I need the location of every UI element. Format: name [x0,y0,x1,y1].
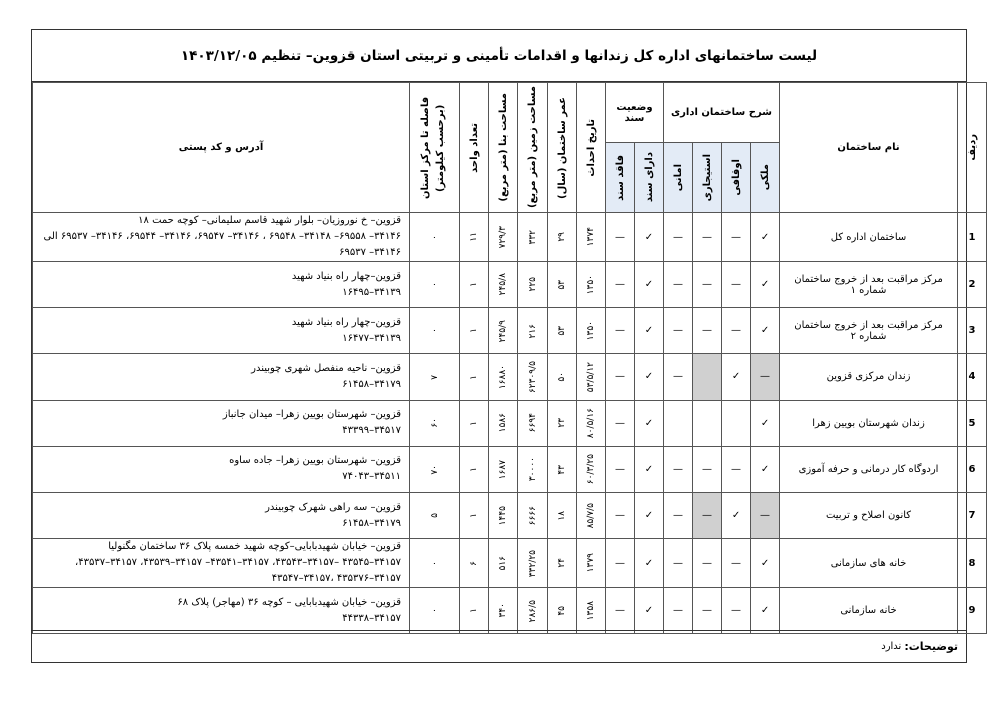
cell-endowed: — [722,588,751,634]
cell-land-area: ۲۱۶ [518,308,548,354]
header-est-date: تاریخ احداث [577,83,606,213]
postal-codes: ۳۴۱۷۹–۶۱۴۵۸ [342,378,401,390]
header-row-no: ردیف [958,83,987,213]
cell-has-deed: ✓ [635,400,664,446]
cell-trust: — [664,213,693,262]
cell-distance: ۶۰ [410,400,460,446]
cell-building-age: ۵۳ [548,308,577,354]
cell-row-no: 3 [958,308,987,354]
cell-address [33,446,410,492]
cell-rented: — [693,308,722,354]
notes-label: توضیحات: [904,640,958,653]
header-rented: استیجاری [693,143,722,213]
cell-land-area: ۲۸۶/۵ [518,588,548,634]
cell-building-age: ۴۳ [548,446,577,492]
header-endowed: اوقافی [722,143,751,213]
postal-codes: ۳۴۱۳۹–۱۶۴۷۷ [342,332,401,344]
postal-codes: ۳۴۱۵۷–۴۳۵۴۵ –۳۴۱۵۷–۴۳۵۴۳، ۳۴۱۵۷–۴۳۵۴۱– ۳۴۱۵۷–۴۳۵۳۹، ۳۴۱۵۷–۴۳۵۳۷، ۳۴۱۵۷–۴۳۵۳۷۶ ،۳۴۱۵۷–۴۳۵۴۷ [74,557,401,585]
cell-no-deed: — [606,588,635,634]
postal-codes: ۳۴۵۱۱–۷۴۰۴۳ [342,471,401,483]
cell-building-age: ۱۸ [548,492,577,538]
cell-no-deed: — [606,400,635,446]
cell-est-date: ۸۰/۵/۱۶ [577,400,606,446]
header-address: آدرس و کد پستی [33,83,410,213]
cell-building-name: خانه های سازمانی [780,539,958,588]
cell-rented: — [693,262,722,308]
cell-no-deed: — [606,539,635,588]
cell-units: ۱ [460,492,489,538]
cell-est-date: ۱۳۵۰ [577,308,606,354]
header-no-deed: فاقد سند [606,143,635,213]
cell-distance: ۰ [410,213,460,262]
cell-distance: ۰ [410,262,460,308]
cell-has-deed: ✓ [635,308,664,354]
cell-est-date: ۸۵/۷/۵ [577,492,606,538]
cell-row-no: 2 [958,262,987,308]
cell-building-name: مرکز مراقبت بعد از خروج ساختمان شماره ۱ [780,262,958,308]
address-line: قزوین– شهرستان بویین زهرا– میدان جانباز [222,409,401,421]
cell-address [33,588,410,634]
cell-endowed [722,400,751,446]
cell-has-deed: ✓ [635,213,664,262]
postal-codes: ۳۴۱۷۹–۶۱۴۵۸ [342,517,401,529]
cell-row-no: 6 [958,446,987,492]
cell-endowed: ✓ [722,354,751,400]
cell-land-area: ۳۳۲ [518,213,548,262]
cell-trust: — [664,588,693,634]
cell-owned: ✓ [751,539,780,588]
page-title: لیست ساختمانهای اداره کل زندانها و اقدامات تأمینی و تربیتی استان قزوین– تنظیم ۱۴۰۳/۱۲/۰۵ [32,30,966,82]
cell-address [33,539,410,588]
cell-building-age: ۴۵ [548,588,577,634]
cell-building-age: ۵۳ [548,262,577,308]
cell-has-deed: ✓ [635,354,664,400]
cell-built-area: ۲۴۵/۸ [489,262,518,308]
cell-trust: — [664,354,693,400]
address-line: قزوین–چهار راه بنیاد شهید [291,316,401,328]
cell-est-date: ۱۳۵۸ [577,588,606,634]
notes-value: ندارد [881,641,902,652]
cell-owned: — [751,354,780,400]
header-land-area: مساحت زمین (متر مربع) [518,83,548,213]
table-row [33,354,987,400]
cell-no-deed: — [606,492,635,538]
cell-est-date: ۱۳۷۴ [577,213,606,262]
cell-est-date: ۱۳۵۰ [577,262,606,308]
cell-distance: ۷ [410,354,460,400]
cell-built-area: ۱۶۸۸۰ [489,354,518,400]
address-line: قزوین– خیابان شهیدبابایی – کوچه ۳۶ (مهاجر) پلاک ۶۸ [177,596,401,608]
cell-address [33,354,410,400]
cell-row-no: 4 [958,354,987,400]
document-frame [31,29,978,663]
cell-building-age: ۵۰ [548,354,577,400]
cell-building-name: زندان مرکزی قزوین [780,354,958,400]
cell-rented: — [693,446,722,492]
postal-codes: ۳۴۱۴۶– ۶۹۵۵۸– ۳۴۱۴۸– ۶۹۵۴۸ ، ۳۴۱۴۶– ۶۹۵۴۷، ۳۴۱۴۶– ۶۹۵۴۴، ۳۴۱۴۶– ۶۹۵۳۷ الی ۳۴۱۴۶– ۶۹۵۳۷ [43,231,401,258]
cell-rented: — [693,492,722,538]
cell-owned: ✓ [751,308,780,354]
cell-trust: — [664,492,693,538]
cell-land-area: ۶۶۶۶ [518,492,548,538]
header-has-deed: دارای سند [635,143,664,213]
cell-distance: ۰ [410,588,460,634]
header-building-age: عمر ساختمان (سال) [548,83,577,213]
cell-est-date: ۵۳/۵/۱۲ [577,354,606,400]
cell-building-name: زندان شهرستان بویین زهرا [780,400,958,446]
cell-address [33,308,410,354]
table-row [33,400,987,446]
cell-has-deed: ✓ [635,262,664,308]
cell-endowed: — [722,446,751,492]
cell-address [33,492,410,538]
cell-building-name: ساختمان اداره کل [780,213,958,262]
table-row [33,262,987,308]
cell-trust: — [664,539,693,588]
header-deed-status: وضعیت سند [606,83,664,143]
cell-trust [664,400,693,446]
cell-address [33,262,410,308]
cell-building-name: اردوگاه کار درمانی و حرفه آموزی [780,446,958,492]
cell-endowed: — [722,262,751,308]
address-line: قزوین– ناحیه منفصل شهری چوبیندر [251,362,401,374]
table-row [33,492,987,538]
cell-land-area: ۳۰۰۰۰ [518,446,548,492]
cell-units: ۱ [460,400,489,446]
cell-address [33,400,410,446]
header-office-desc: شرح ساختمان اداری [664,83,780,143]
address-line: قزوین–چهار راه بنیاد شهید [291,270,401,282]
cell-trust: — [664,308,693,354]
cell-endowed: — [722,539,751,588]
cell-building-age: ۲۳ [548,400,577,446]
cell-owned: ✓ [751,446,780,492]
cell-row-no: 1 [958,213,987,262]
cell-has-deed: ✓ [635,539,664,588]
notes [32,630,966,662]
cell-distance: ۷۰ [410,446,460,492]
cell-has-deed: ✓ [635,492,664,538]
cell-land-area: ۳۳۲/۲۵ [518,539,548,588]
cell-units: ۱۱ [460,213,489,262]
address-line: قزوین– خ نوروزیان– بلوار شهید قاسم سلیمانی– کوچه حمت ۱۸ [138,215,401,226]
header-distance: فاصله تا مرکز استان (برحسب کیلومتر) [410,83,460,213]
cell-distance: ۵ [410,492,460,538]
cell-no-deed: — [606,308,635,354]
cell-rented: — [693,213,722,262]
cell-units: ۱ [460,446,489,492]
cell-units: ۱ [460,308,489,354]
cell-has-deed: ✓ [635,446,664,492]
cell-no-deed: — [606,354,635,400]
cell-trust: — [664,446,693,492]
address-line: قزوین– خیابان شهیدبابایی–کوچه شهید خمسه پلاک ۳۶ ساختمان مگنولیا [108,541,401,553]
cell-building-age: ۲۹ [548,213,577,262]
cell-has-deed: ✓ [635,588,664,634]
cell-owned: — [751,492,780,538]
cell-land-area: ۶۲۳۰۹/۵ [518,354,548,400]
cell-land-area: ۲۲۵ [518,262,548,308]
buildings-table [32,82,987,634]
cell-land-area: ۶۶۹۴ [518,400,548,446]
cell-owned: ✓ [751,588,780,634]
cell-built-area: ۵۱۶ [489,539,518,588]
cell-endowed: ✓ [722,492,751,538]
cell-rented [693,354,722,400]
header-building-name: نام ساختمان [780,83,958,213]
table-row [33,588,987,634]
cell-row-no: 7 [958,492,987,538]
cell-distance: ۰ [410,308,460,354]
cell-built-area: ۱۵۸۶ [489,400,518,446]
cell-built-area: ۱۴۴۵ [489,492,518,538]
cell-row-no: 5 [958,400,987,446]
cell-units: ۱ [460,262,489,308]
header-built-area: مساحت بنا (متر مربع) [489,83,518,213]
cell-building-name: مرکز مراقبت بعد از خروج ساختمان شماره ۲ [780,308,958,354]
cell-no-deed: — [606,213,635,262]
table-row [33,308,987,354]
cell-built-area: ۲۴۵/۹ [489,308,518,354]
table-row [33,213,987,262]
cell-built-area: ۳۴۰ [489,588,518,634]
cell-rented: — [693,588,722,634]
cell-owned: ✓ [751,400,780,446]
cell-building-name: خانه سازمانی [780,588,958,634]
header-owned: ملکی [751,143,780,213]
address-line: قزوین– سه راهی شهرک چوبیندر [265,501,401,513]
cell-est-date: ۱۳۷۹ [577,539,606,588]
cell-building-age: ۲۴ [548,539,577,588]
cell-rented [693,400,722,446]
cell-units: ۶ [460,539,489,588]
cell-owned: ✓ [751,262,780,308]
table-row [33,446,987,492]
cell-endowed: — [722,308,751,354]
cell-units: ۱ [460,588,489,634]
header-units: تعداد واحد [460,83,489,213]
address-line: قزوین– شهرستان بویین زهرا– جاده ساوه [229,455,401,467]
cell-row-no: 9 [958,588,987,634]
header-trust: امانی [664,143,693,213]
cell-units: ۱ [460,354,489,400]
cell-owned: ✓ [751,213,780,262]
postal-codes: ۳۴۱۵۷–۴۴۳۳۸ [342,612,401,624]
cell-distance: ۰ [410,539,460,588]
cell-built-area: ۱۶۸۷ [489,446,518,492]
postal-codes: ۳۴۱۳۹–۱۶۴۹۵ [342,286,401,298]
cell-endowed: — [722,213,751,262]
cell-row-no: 8 [958,539,987,588]
cell-no-deed: — [606,262,635,308]
table-row [33,539,987,588]
cell-trust: — [664,262,693,308]
cell-building-name: کانون اصلاح و تربیت [780,492,958,538]
cell-rented: — [693,539,722,588]
postal-codes: ۳۴۵۱۷–۴۳۳۹۹ [342,425,401,437]
cell-no-deed: — [606,446,635,492]
cell-address [33,213,410,262]
cell-built-area: ۷۲۹/۳ [489,213,518,262]
cell-est-date: ۶۰/۳/۲۵ [577,446,606,492]
